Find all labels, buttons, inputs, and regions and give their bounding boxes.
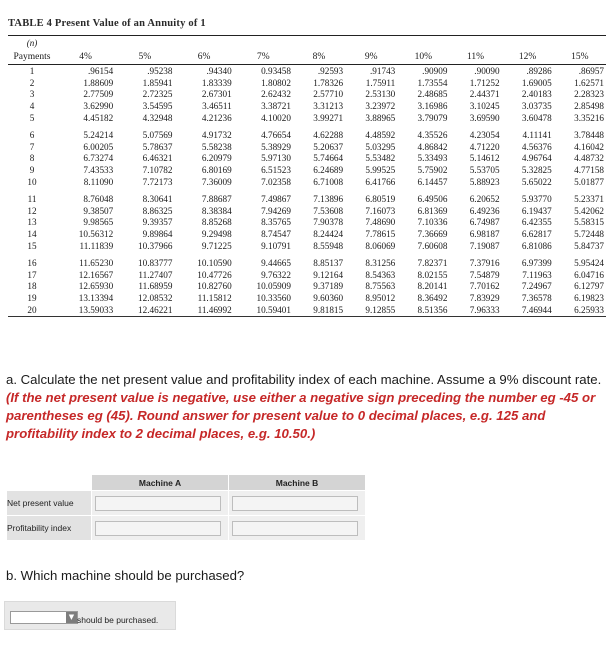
factor-cell: 3.38721 — [261, 101, 291, 112]
factor-cell: 5.53482 — [365, 153, 396, 164]
factor-cell: .86957 — [578, 65, 604, 76]
factor-cell: 8.02155 — [417, 269, 448, 280]
factor-cell: 4.32948 — [142, 113, 173, 124]
factor-cell: 2.67301 — [201, 89, 232, 100]
period-cell: 10 — [27, 177, 37, 188]
factor-cell: 12.08532 — [138, 293, 173, 304]
factor-cell: 4.48592 — [365, 129, 396, 140]
factor-cell: 9.12855 — [345, 304, 397, 316]
factor-cell: 11.11839 — [79, 241, 114, 252]
factor-cell: 8.31256 — [365, 257, 396, 268]
factor-cell: 7.49867 — [261, 193, 291, 204]
factor-cell: .92593 — [317, 65, 344, 76]
factor-cell: 4.56376 — [521, 141, 552, 152]
answer-table — [6, 474, 366, 541]
table-row — [8, 228, 606, 240]
machine-b-header: Machine B — [229, 475, 366, 491]
factor-cell: 8.55948 — [313, 241, 344, 252]
factor-cell: 2.72325 — [142, 89, 173, 100]
factor-cell: 4.11141 — [522, 129, 552, 140]
table-row — [8, 141, 606, 153]
factor-cell: 10.56312 — [78, 229, 114, 240]
question-a-instruction: (If the net present value is negative, use either a negative sign preceding the number eg -45 or parentheses eg (45). Round answer for present value to 0 decimal places, e.g. 125 and profitability index to 2 decimal places, e.g. 10.50.) — [6, 390, 596, 441]
payments-header: Payments — [8, 50, 56, 65]
rate-header: 7% — [234, 50, 293, 65]
period-cell: 19 — [27, 293, 37, 304]
factor-cell: 6.14457 — [417, 177, 448, 188]
period-cell: 4 — [29, 101, 35, 112]
rate-header: 11% — [449, 50, 501, 65]
factor-cell: 5.07569 — [142, 129, 173, 140]
factor-cell: 7.88687 — [201, 193, 232, 204]
factor-cell: 8.74547 — [261, 229, 291, 240]
factor-cell: 3.03735 — [521, 101, 552, 112]
factor-cell: 2.77509 — [83, 89, 114, 100]
period-header: (n) — [8, 36, 56, 51]
factor-cell: 5.03295 — [365, 141, 396, 152]
factor-cell: 9.44665 — [261, 257, 291, 268]
period-cell: 12 — [27, 205, 37, 216]
factor-cell: 7.10782 — [142, 165, 173, 176]
factor-cell: 3.99271 — [313, 113, 344, 124]
table-row — [8, 100, 606, 112]
factor-cell: 6.62817 — [521, 229, 552, 240]
table-row — [8, 153, 606, 165]
factor-cell: 9.89864 — [142, 229, 173, 240]
factor-cell: 8.51356 — [397, 304, 449, 316]
factor-cell: 11.27407 — [138, 269, 173, 280]
factor-cell: 11.68959 — [138, 281, 173, 292]
npv-row-label: Net present value — [7, 491, 92, 516]
factor-cell: 6.12797 — [574, 281, 604, 292]
factor-cell: .90909 — [422, 65, 448, 76]
table-row — [8, 292, 606, 304]
factor-cell: 4.76654 — [261, 129, 291, 140]
table-row — [8, 217, 606, 229]
factor-cell: 5.93770 — [521, 193, 552, 204]
period-cell: 2 — [29, 77, 35, 88]
factor-cell: 7.82371 — [417, 257, 448, 268]
factor-cell: 5.01877 — [574, 177, 604, 188]
rate-header: 4% — [56, 50, 115, 65]
factor-cell: 7.36578 — [521, 293, 552, 304]
factor-cell: 1.69005 — [521, 77, 552, 88]
factor-cell: 1.85941 — [142, 77, 173, 88]
pi-machine-a-input[interactable] — [95, 521, 221, 536]
factor-cell: 7.16073 — [365, 205, 396, 216]
period-cell: 9 — [29, 165, 35, 176]
npv-machine-b-input[interactable] — [232, 496, 358, 511]
chevron-down-icon[interactable]: ▼ — [66, 612, 77, 623]
period-cell: 3 — [29, 89, 35, 100]
factor-cell: 7.78615 — [365, 229, 396, 240]
factor-cell: 5.97130 — [261, 153, 291, 164]
period-cell: 7 — [29, 141, 35, 152]
factor-cell: 9.37189 — [313, 281, 344, 292]
factor-cell: .91743 — [369, 65, 396, 76]
factor-cell: 4.48732 — [574, 153, 604, 164]
table-row — [8, 65, 606, 77]
factor-cell: 12.16567 — [78, 269, 114, 280]
factor-cell: 3.35216 — [574, 113, 604, 124]
factor-cell: 6.71008 — [313, 177, 344, 188]
factor-cell: 5.58315 — [574, 217, 604, 228]
factor-cell: 9.60360 — [313, 293, 344, 304]
factor-cell: 8.85137 — [313, 257, 344, 268]
factor-cell: 7.46944 — [502, 304, 554, 316]
rate-header: 8% — [293, 50, 345, 65]
factor-cell: 5.42062 — [574, 205, 604, 216]
factor-cell: 7.37916 — [469, 257, 500, 268]
factor-cell: 3.69590 — [469, 113, 500, 124]
table-row — [8, 129, 606, 141]
factor-cell: 6.24689 — [313, 165, 344, 176]
factor-cell: 7.53608 — [313, 205, 344, 216]
factor-cell: 2.40183 — [521, 89, 552, 100]
factor-cell: 4.77158 — [574, 165, 604, 176]
factor-cell: 6.20652 — [469, 193, 500, 204]
factor-cell: .95238 — [147, 65, 173, 76]
question-a-text: a. Calculate the net present value and profitability index of each machine. Assume a 9% discount rate. — [6, 372, 602, 387]
factor-cell: 1.78326 — [313, 77, 344, 88]
factor-cell: 7.13896 — [313, 193, 344, 204]
factor-cell: 9.38507 — [83, 205, 114, 216]
factor-cell: 3.78448 — [574, 129, 604, 140]
machine-a-header: Machine A — [92, 475, 229, 491]
factor-cell: 6.42355 — [521, 217, 552, 228]
factor-cell: 8.76048 — [83, 193, 114, 204]
factor-cell: 9.76322 — [261, 269, 291, 280]
factor-cell: 10.05909 — [256, 281, 291, 292]
table-row — [8, 193, 606, 205]
period-cell: 8 — [29, 153, 35, 164]
factor-cell: 12.46221 — [115, 304, 174, 316]
factor-cell: 7.24967 — [521, 281, 552, 292]
factor-cell: 1.88609 — [83, 77, 114, 88]
period-cell: 17 — [27, 269, 37, 280]
period-cell: 15 — [27, 241, 37, 252]
factor-cell: 11.65230 — [79, 257, 114, 268]
table-row — [8, 112, 606, 124]
factor-cell: 6.20979 — [201, 153, 232, 164]
factor-cell: 8.35765 — [261, 217, 291, 228]
factor-cell: .89286 — [526, 65, 552, 76]
factor-cell: 7.48690 — [365, 217, 396, 228]
factor-cell: 4.23054 — [469, 129, 500, 140]
factor-cell: .90090 — [474, 65, 500, 76]
factor-cell: 6.25933 — [554, 304, 606, 316]
npv-machine-a-input[interactable] — [95, 496, 221, 511]
period-cell: 16 — [27, 257, 37, 268]
machine-dropdown[interactable] — [10, 611, 78, 624]
factor-cell: 8.36492 — [417, 293, 448, 304]
period-cell: 1 — [29, 65, 35, 76]
factor-cell: 7.96333 — [449, 304, 501, 316]
factor-cell: 5.78637 — [142, 141, 173, 152]
table-row — [8, 281, 606, 293]
table-row — [8, 205, 606, 217]
factor-cell: 5.88923 — [469, 177, 500, 188]
factor-cell: 4.71220 — [469, 141, 500, 152]
table-row — [8, 269, 606, 281]
factor-cell: 13.59033 — [56, 304, 115, 316]
factor-cell: 6.74987 — [469, 217, 500, 228]
factor-cell: 4.16042 — [574, 141, 604, 152]
rate-header: 12% — [502, 50, 554, 65]
factor-cell: 4.91732 — [201, 129, 232, 140]
factor-cell: 5.75902 — [417, 165, 448, 176]
factor-cell: 5.24214 — [83, 129, 114, 140]
factor-cell: 7.60608 — [417, 241, 448, 252]
table-title: TABLE 4 Present Value of an Annuity of 1 — [8, 18, 206, 29]
factor-cell: 10.10590 — [197, 257, 232, 268]
factor-cell: 6.04716 — [574, 269, 604, 280]
factor-cell: 1.80802 — [261, 77, 291, 88]
factor-cell: 7.83929 — [469, 293, 500, 304]
factor-cell: 5.20637 — [313, 141, 344, 152]
factor-cell: 2.62432 — [261, 89, 291, 100]
factor-cell: 3.60478 — [521, 113, 552, 124]
factor-cell: 5.23371 — [574, 193, 604, 204]
factor-cell: 6.00205 — [83, 141, 114, 152]
factor-cell: 6.81369 — [417, 205, 448, 216]
factor-cell: 6.19437 — [521, 205, 552, 216]
factor-cell: 8.86325 — [142, 205, 173, 216]
factor-cell: 3.88965 — [365, 113, 396, 124]
factor-cell: 5.32825 — [521, 165, 552, 176]
factor-cell: 7.90378 — [313, 217, 344, 228]
factor-cell: 2.44371 — [469, 89, 500, 100]
factor-cell: 7.10336 — [417, 217, 448, 228]
factor-cell: 2.85498 — [574, 101, 604, 112]
factor-cell: 3.62990 — [83, 101, 114, 112]
factor-cell: .94340 — [206, 65, 232, 76]
factor-cell: 6.19823 — [574, 293, 604, 304]
factor-cell: 5.53705 — [469, 165, 500, 176]
factor-cell: 3.16986 — [417, 101, 448, 112]
annuity-table-section — [8, 18, 608, 317]
factor-cell: 8.11090 — [83, 177, 114, 188]
factor-cell: 11.15812 — [197, 293, 232, 304]
rate-header: 6% — [174, 50, 233, 65]
factor-cell: 8.30641 — [142, 193, 173, 204]
purchase-suffix-label: should be purchased. — [77, 615, 159, 625]
factor-cell: 2.57710 — [313, 89, 344, 100]
factor-cell: 1.73554 — [417, 77, 448, 88]
factor-cell: 6.80169 — [201, 165, 232, 176]
factor-cell: 1.71252 — [469, 77, 500, 88]
factor-cell: 4.86842 — [417, 141, 448, 152]
factor-cell: 6.98187 — [469, 229, 500, 240]
factor-cell: 2.53130 — [365, 89, 396, 100]
factor-cell: 4.45182 — [83, 113, 114, 124]
factor-cell: 5.33493 — [417, 153, 448, 164]
factor-cell: 9.10791 — [261, 241, 291, 252]
factor-cell: 3.10245 — [469, 101, 500, 112]
table-row — [8, 240, 606, 252]
table-row — [8, 164, 606, 176]
factor-cell: 7.36009 — [201, 177, 232, 188]
factor-cell: 8.20141 — [417, 281, 448, 292]
factor-cell: 9.12164 — [313, 269, 344, 280]
factor-cell: 4.21236 — [201, 113, 232, 124]
factor-cell: 8.06069 — [365, 241, 396, 252]
pi-machine-b-input[interactable] — [232, 521, 358, 536]
table-row — [8, 257, 606, 269]
period-cell: 18 — [27, 281, 37, 292]
factor-cell: 6.51523 — [261, 165, 291, 176]
rate-header: 9% — [345, 50, 397, 65]
factor-cell: 5.74664 — [313, 153, 344, 164]
factor-cell: 9.39357 — [142, 217, 173, 228]
machine-choice-panel — [4, 601, 176, 630]
factor-cell: 6.81086 — [521, 241, 552, 252]
question-b-text: b. Which machine should be purchased? — [6, 568, 245, 583]
factor-cell: 9.98565 — [83, 217, 114, 228]
factor-cell: 7.11963 — [522, 269, 552, 280]
factor-cell: 5.65022 — [521, 177, 552, 188]
question-a — [6, 371, 606, 443]
factor-cell: 8.54363 — [365, 269, 396, 280]
factor-cell: 5.99525 — [365, 165, 396, 176]
period-cell: 6 — [29, 129, 35, 140]
factor-cell: 7.94269 — [261, 205, 291, 216]
factor-cell: 1.83339 — [201, 77, 232, 88]
factor-cell: 6.49236 — [469, 205, 500, 216]
factor-cell: 5.58238 — [201, 141, 232, 152]
factor-cell: 8.85268 — [201, 217, 232, 228]
factor-cell: 10.33560 — [256, 293, 291, 304]
factor-cell: 7.02358 — [261, 177, 291, 188]
period-cell: 11 — [27, 193, 37, 204]
factor-cell: 1.62571 — [574, 77, 604, 88]
pi-row-label: Profitability index — [7, 516, 92, 541]
factor-cell: 8.95012 — [365, 293, 396, 304]
factor-cell: 4.35526 — [417, 129, 448, 140]
factor-cell: 7.36669 — [417, 229, 448, 240]
factor-cell: 1.75911 — [365, 77, 396, 88]
factor-cell: 10.59401 — [234, 304, 293, 316]
table-row — [8, 304, 606, 316]
period-cell: 5 — [29, 113, 35, 124]
factor-cell: 4.96764 — [521, 153, 552, 164]
rate-header: 15% — [554, 50, 606, 65]
table-row — [8, 176, 606, 188]
factor-cell: 9.71225 — [201, 241, 232, 252]
factor-cell: 7.19087 — [469, 241, 500, 252]
factor-cell: 3.46511 — [202, 101, 232, 112]
factor-cell: 13.13394 — [78, 293, 114, 304]
period-cell: 13 — [27, 217, 37, 228]
factor-cell: 8.75563 — [365, 281, 396, 292]
factor-cell: 3.54595 — [142, 101, 173, 112]
factor-cell: 7.72173 — [142, 177, 173, 188]
factor-cell: 7.43533 — [83, 165, 114, 176]
factor-cell: 6.49506 — [417, 193, 448, 204]
factor-cell: 4.62288 — [313, 129, 344, 140]
factor-cell: 5.14612 — [469, 153, 500, 164]
factor-cell: 10.83777 — [138, 257, 173, 268]
factor-cell: 6.80519 — [365, 193, 396, 204]
rate-header: 10% — [397, 50, 449, 65]
table-row — [8, 89, 606, 101]
factor-cell: 9.81815 — [293, 304, 345, 316]
period-cell: 20 — [8, 304, 56, 316]
factor-cell: 5.72448 — [574, 229, 604, 240]
factor-cell: 2.28323 — [574, 89, 604, 100]
factor-cell: 12.65930 — [78, 281, 114, 292]
factor-cell: 5.38929 — [261, 141, 291, 152]
factor-cell: 6.73274 — [83, 153, 114, 164]
factor-cell: 3.31213 — [313, 101, 344, 112]
factor-cell: 8.38384 — [201, 205, 232, 216]
factor-cell: 6.46321 — [142, 153, 173, 164]
factor-cell: 5.95424 — [574, 257, 604, 268]
period-cell: 14 — [27, 229, 37, 240]
rate-header: 5% — [115, 50, 174, 65]
factor-cell: 10.82760 — [197, 281, 232, 292]
factor-cell: 6.97399 — [521, 257, 552, 268]
factor-cell: 9.29498 — [201, 229, 232, 240]
factor-cell: 3.23972 — [365, 101, 396, 112]
present-value-annuity-table — [8, 35, 606, 317]
table-row — [8, 77, 606, 89]
factor-cell: 4.10020 — [261, 113, 291, 124]
factor-cell: 2.48685 — [417, 89, 448, 100]
factor-cell: 11.46992 — [174, 304, 233, 316]
factor-cell: 8.24424 — [313, 229, 344, 240]
factor-cell: 5.84737 — [574, 241, 604, 252]
factor-cell: .96154 — [87, 65, 114, 76]
factor-cell: 7.70162 — [469, 281, 500, 292]
factor-cell: 0.93458 — [261, 65, 291, 76]
factor-cell: 10.47726 — [197, 269, 232, 280]
factor-cell: 7.54879 — [469, 269, 500, 280]
factor-cell: 3.79079 — [417, 113, 448, 124]
factor-cell: 6.41766 — [365, 177, 396, 188]
factor-cell: 10.37966 — [138, 241, 173, 252]
